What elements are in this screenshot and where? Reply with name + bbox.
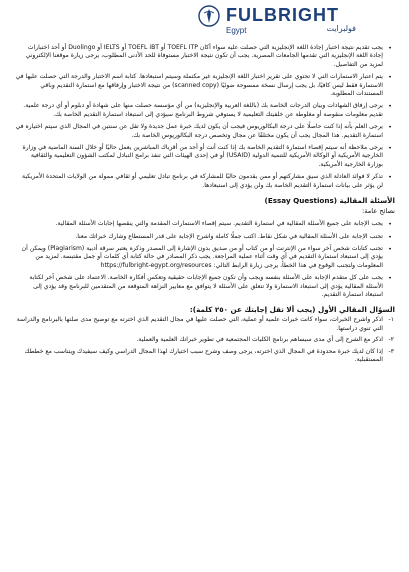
list-item: • يرجى ملاحظة أنه سيتم إقصاء استمارة التقديم الخاصة بك إذا كنت أنت أو أحد من أقرباك المباشرين يعمل حاليًا أو خلال السنة الماضية في وزارة الخارجية الأمريكية أو الوكالة الأمريكية للتنمية الدولية (USAID) أو في إحدى الهيئات التي تنفذ برامج التبادل لمكتب الشؤون التعليمية والثقافية بوزارة الخارجية الأمريكية. bbox=[14, 144, 383, 169]
list-item: • تجنب كتابات شخص آخر سواء من الإنترنت أو من كتاب أو من صديق بدون الإشارة إلى المصدر وذكره يعتبر سرقة أدبية (Plagiarism) ويمكن أن يؤدي إلى استبعاد استمارة التقديم في أي وقت أثناء عملية المراجعة. يجب ذكر المصادر في حالة كتابة أي كلمات أو جمل مقتبسة. لمزيد من المعلومات ولتجنب الوقوع في هذا الخطأ، يرجى زيارة الرابط التالي: https://fulbright-egypt.org/resources bbox=[14, 245, 383, 270]
list-item: • يتم اعتبار الاستمارات التي لا تحتوي على تقرير اختبار اللغة الإنجليزية غير مكتملة وسيتم استبعادها. كتابة اسم الاختبار والدرجة التي حصلت عليها في الاستمارة فقط ليس كافيًا، بل يجب إرسال نسخة ممسوحة ضوئيًا (scanned copy) من نتيجة الاختبار وإرفاقها مع استمارة التقديم وباقي المستندات المطلوبة. bbox=[14, 73, 383, 98]
essay-subheading: نصائح عامة: bbox=[362, 207, 395, 216]
first-question-list bbox=[14, 316, 395, 364]
list-item: • يجب على كل متقدم الإجابة على الأسئلة بنفسه ويجب وأن تكون جميع الإجابات حقيقية وتعكس أفكاره الخاصة. الاعتماد على شخص آخر لكتابة الأسئلة المقالية يؤدي إلى استبعاد الاستمارة ولا تتعلق على الأسئلة لا يتوافق مع معايير النزاهة المتوقعة من المتقدمين للبرنامج وقد يؤدي إلى استبعاد استمارة التقديم. bbox=[14, 274, 383, 299]
logo-title: FULBRIGHT bbox=[226, 5, 339, 25]
item-text: اذكر مع الشرح إلى أي مدى سيساهم برنامج الكليات المجتمعية في تطوير خبراتك العلمية والعملية. bbox=[136, 336, 383, 344]
item-number: ٣- bbox=[388, 347, 394, 355]
list-item bbox=[14, 336, 394, 344]
logo-subtitle-ar: فولبرايت bbox=[326, 24, 356, 33]
list-item: • يرجى العلم بأنه إذا كنت حاصلًا على درجة البكالوريوس فيجب أن يكون لديك خبرة عمل جديدة ولا تقل عن سنتين في المجال الذي سيتم اختياره في استمارة التقديم. هذا المجال يجب أن يكون مختلفًا عن مجال وتخصص درجة البكالوريوس الخاصة بك. bbox=[14, 123, 383, 140]
item-number: ١- bbox=[388, 316, 394, 324]
fulbright-torch-icon bbox=[198, 5, 220, 27]
item-text: اذكر واشرح الخبرات، سواء كانت خبرات علمية أو عملية، التي حصلت عليها في مجال التقديم الذي اخترته مع توضيح مدى صلتها بالبرنامج والدراسة التي تنوي دراستها. bbox=[16, 316, 383, 332]
list-item: • يرجى إرفاق الشهادات وبيان الدرجات الخاصة بك (باللغة العربية والإنجليزية) من أي مؤسسة حصلت منها على شهادة أو دبلوم أو أي درجة علمية. تقديم معلومات منقوصة أو مغلوطة عن خلفيتك التعليمية لا يستوفي شروط البرنامج سيؤدي إلى استبعاد استمارة التقديم الخاصة بك. bbox=[14, 102, 383, 119]
fulbright-logo bbox=[198, 4, 388, 38]
list-item: • تجنب الإجابة على الأسئلة المقالية في شكل نقاط. اكتب جملًا كاملة واشرح الإجابة على قدر المستطاع وشارك خبراتك معنا. bbox=[14, 233, 383, 241]
essay-heading: الأسئلة المقالية (Essay Questions) bbox=[264, 196, 395, 206]
logo-subtitle-en: Egypt bbox=[226, 26, 247, 35]
first-question-heading: السؤال المقالي الأول (يجب ألا تقل إجابتك عن ٢٥٠ كلمة): bbox=[189, 305, 395, 315]
list-item bbox=[14, 316, 394, 333]
document-body bbox=[14, 44, 395, 367]
list-item: • تذكر لا فوائد العادلة الذي سيق مشاركتهم أو ممن يقدمون حاليًا للمشاركة في برنامج تبادل تعليمي أو ثقافي ممولة من الولايات المتحدة الأمريكية لن يؤثر على بيانات استمارة التقديم الخاصة بك ولن يؤدي إلى استبعادها. bbox=[14, 173, 383, 190]
list-item: • يجب تقديم نتيجة اختبار إجادة اللغة الإنجليزية التي حصلت عليه سواء أكان TOEFL ITP أو TOEFL iBT أو IELTS أو Duolingo أو أحد اختبارات إجادة اللغة الإنجليزية التي تقدمها الجامعات المصرية. يجب أن تكون نتيجة الاختبار مستوفاة للحد الأدنى المطلوب، يرجى زيارة موقعنا الإلكتروني لمزيد من التفاصيل. bbox=[14, 44, 383, 69]
requirements-list bbox=[14, 44, 395, 190]
list-item bbox=[14, 347, 394, 365]
essay-tips-list bbox=[14, 220, 395, 299]
list-item: • يجب الإجابة على جميع الأسئلة المقالية في استمارة التقديم. سيتم إقصاء الاستمارات المقدمة والتي ينقصها إجابات الأسئلة المقالية. bbox=[14, 220, 383, 228]
item-text: إذا كان لديك خبرة محدودة في المجال الذي اخترته، يرجى وصف وشرح سبب اختيارك لهذا المجال الدراسي وكيف سيفيدك ويتناسب مع خططك المستقبلية. bbox=[24, 347, 383, 363]
item-number: ٢- bbox=[388, 336, 394, 344]
